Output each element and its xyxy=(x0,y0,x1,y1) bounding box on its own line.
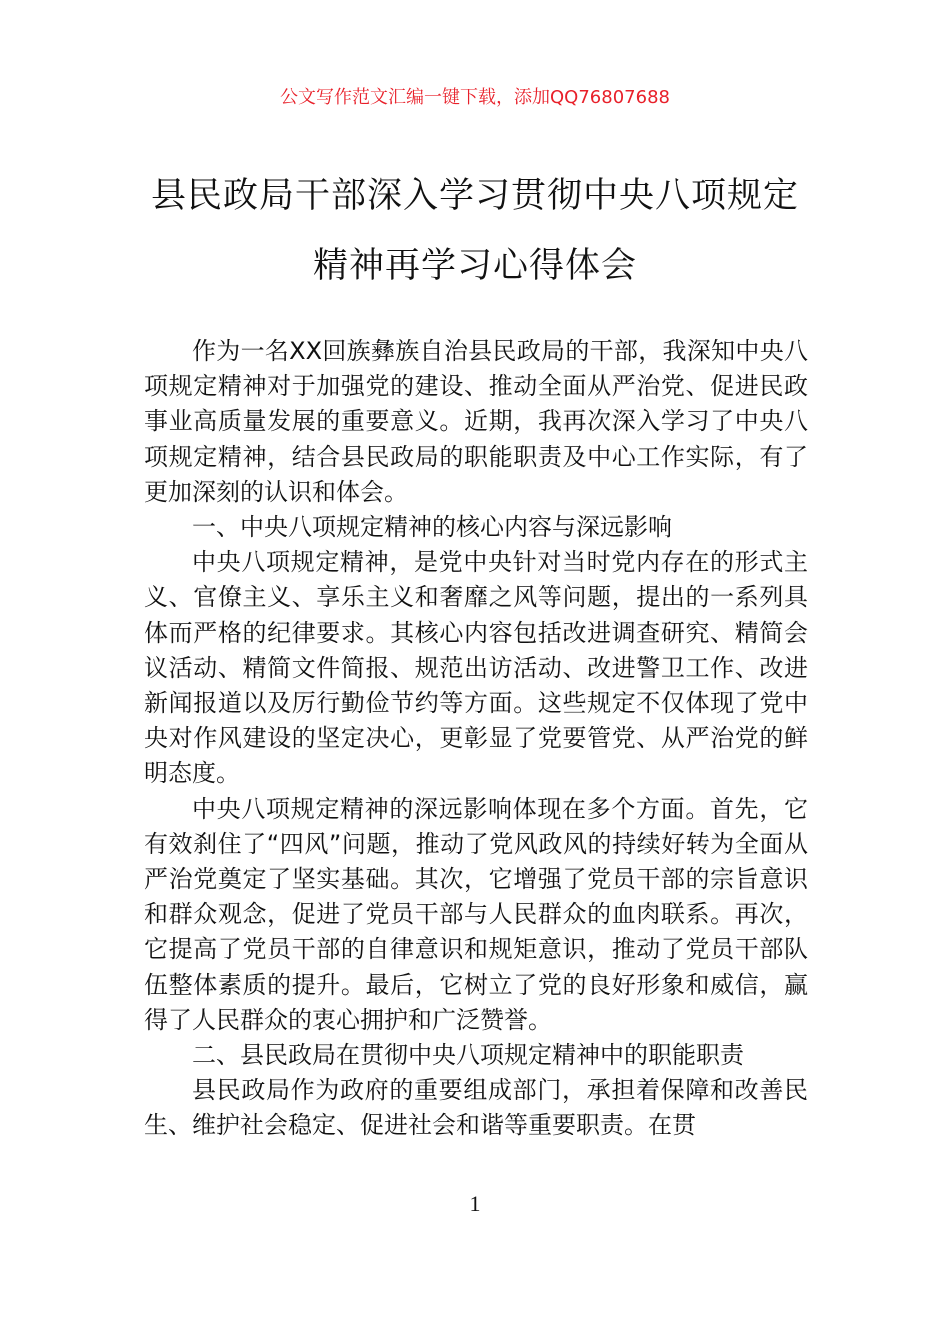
section-heading-2: 二、县民政局在贯彻中央八项规定精神中的职能职责 xyxy=(192,1041,744,1070)
paragraph-far-reaching-impact: 中央八项规定精神的深远影响体现在多个方面。首先，它有效刹住了“四风”问题，推动了党风政风的持续好转为全面从严治党奠定了坚实基础。其次，它增强了党员干部的宗旨意识和群众观念，促进了党员干部与人民群众的血肉联系。再次，它提高了党员干部的自律意识和规矩意识，推动了党员干部队伍整体素质的提升。最后，它树立了党的良好形象和威信，赢得了人民群众的衷心拥护和广泛赞誉。 xyxy=(144,794,808,1034)
paragraph-duties: 县民政局作为政府的重要组成部门，承担着保障和改善民生、维护社会稳定、促进社会和谐等重要职责。在贯 xyxy=(144,1076,808,1140)
section-heading-1: 一、中央八项规定精神的核心内容与深远影响 xyxy=(192,513,672,542)
paragraph-intro: 作为一名XX回族彝族自治县民政局的干部，我深知中央八项规定精神对于加强党的建设、推动全面从严治党、促进民政事业高质量发展的重要意义。近期，我再次深入学习了中央八项规定精神，结合县民政局的职能职责及中心工作实际，有了更加深刻的认识和体会。 xyxy=(144,337,808,506)
page-number: 1 xyxy=(469,1191,481,1216)
download-banner: 公文写作范文汇编一键下载，添加QQ76807688 xyxy=(280,87,670,108)
document-title-line-1: 县民政局干部深入学习贯彻中央八项规定 xyxy=(150,176,799,216)
paragraph-core-content: 中央八项规定精神，是党中央针对当时党内存在的形式主义、官僚主义、享乐主义和奢靡之风等问题，提出的一系列具体而严格的纪律要求。其核心内容包括改进调查研究、精简会议活动、精简文件简报、规范出访活动、改进警卫工作、改进新闻报道以及厉行勤俭节约等方面。这些规定不仅体现了党中央对作风建设的坚定决心，更彰显了党要管党、从严治党的鲜明态度。 xyxy=(144,548,808,788)
document-body xyxy=(144,334,808,1144)
document-title-line-2: 精神再学习心得体会 xyxy=(312,246,637,286)
